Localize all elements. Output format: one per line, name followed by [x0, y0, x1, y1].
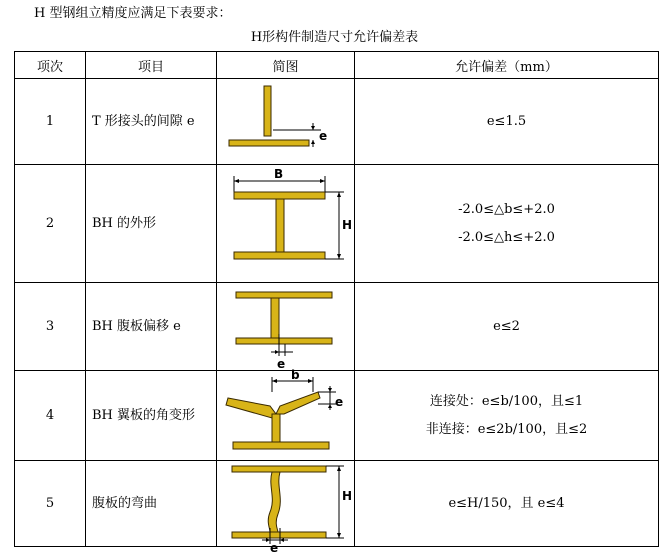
- row-tolerance: [355, 79, 659, 165]
- figure-label: H: [341, 217, 352, 232]
- header-cell: 项目: [86, 52, 217, 79]
- row-number: 5: [15, 461, 86, 547]
- figure-label: b: [290, 367, 300, 382]
- table-caption: H形构件制造尺寸允许偏差表: [250, 30, 419, 45]
- row-number: 1: [15, 79, 86, 165]
- tolerance-line: e≤H/150，且 e≤4: [448, 495, 565, 511]
- figure-label: H: [341, 488, 352, 503]
- table-row: [15, 283, 659, 371]
- tolerance-line: 非连接：e≤2b/100，且≤2: [425, 421, 588, 437]
- row-tolerance: [355, 461, 659, 547]
- header-cell: 允许偏差（mm）: [355, 52, 659, 79]
- row-item: 腹板的弯曲: [86, 461, 217, 547]
- tolerance-line: -2.0≤△h≤+2.0: [458, 229, 555, 245]
- figure-label: B: [273, 166, 283, 181]
- header-cell: 简图: [217, 52, 355, 79]
- intro-text: H 型钢组立精度应满足下表要求：: [34, 6, 232, 21]
- figure-bh-outline: [217, 165, 355, 283]
- row-item: BH 腹板偏移 e: [86, 283, 217, 371]
- tolerance-line: e≤2: [493, 318, 520, 334]
- row-item: BH 翼板的角变形: [86, 371, 217, 461]
- figure-web-bending: [217, 461, 355, 555]
- row-item: T 形接头的间隙 e: [86, 79, 217, 165]
- figure-label: e: [334, 394, 343, 409]
- row-number: 4: [15, 371, 86, 461]
- figure-label: e: [276, 356, 285, 371]
- tolerance-line: e≤1.5: [486, 113, 527, 129]
- row-number: 3: [15, 283, 86, 371]
- row-tolerance: [355, 283, 659, 371]
- header-row: [15, 52, 659, 79]
- figure-label: e: [269, 540, 278, 555]
- figure-t-joint-gap: [217, 79, 355, 165]
- figure-label: e: [318, 128, 327, 143]
- tolerance-line: -2.0≤△b≤+2.0: [458, 201, 555, 217]
- row-number: 2: [15, 165, 86, 283]
- tolerance-table: [14, 51, 659, 555]
- figure-web-offset: [217, 283, 355, 371]
- row-item: BH 的外形: [86, 165, 217, 283]
- figure-flange-angle: [217, 367, 355, 461]
- table-row: [15, 461, 659, 547]
- header-cell: 项次: [15, 52, 86, 79]
- row-tolerance: [355, 165, 659, 283]
- table-row: [15, 79, 659, 165]
- table-row: [15, 165, 659, 283]
- table-row: [15, 371, 659, 461]
- tolerance-line: 连接处：e≤b/100，且≤1: [429, 393, 584, 409]
- row-tolerance: [355, 371, 659, 461]
